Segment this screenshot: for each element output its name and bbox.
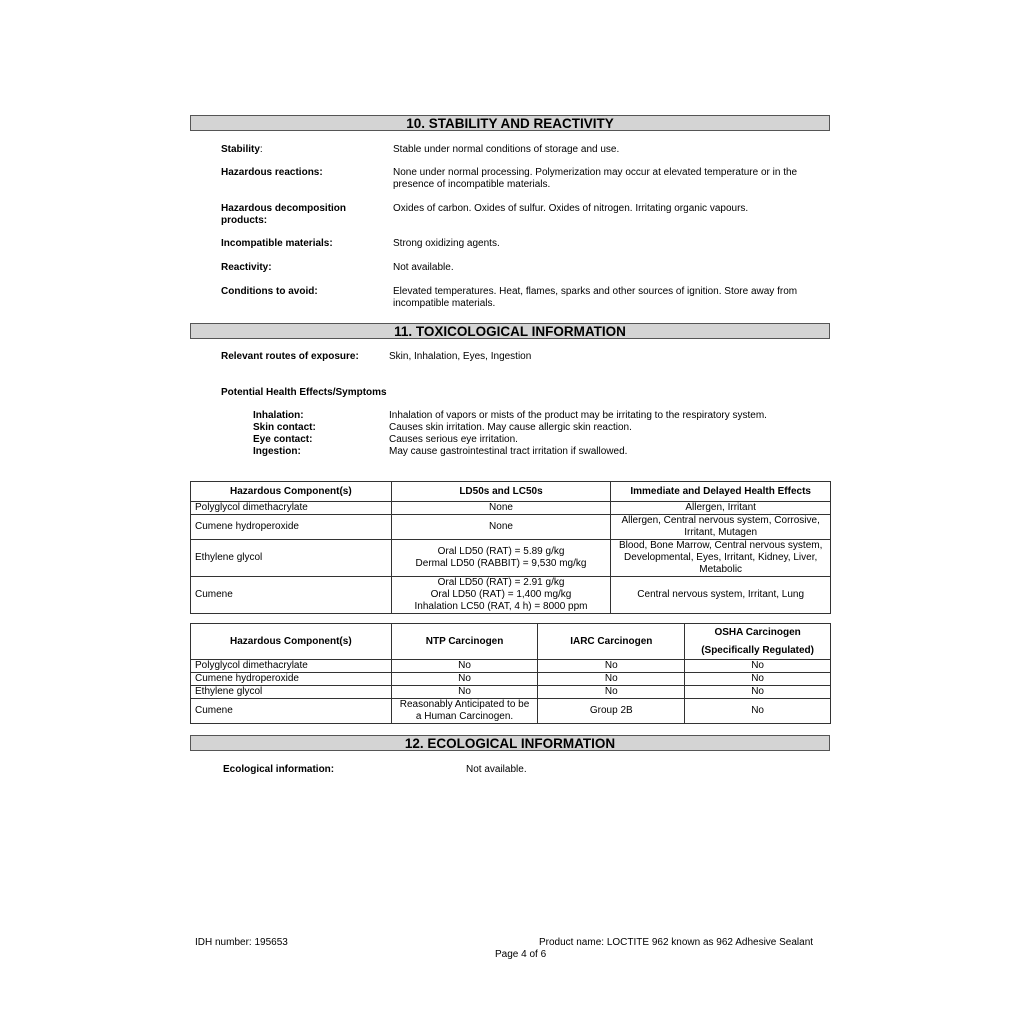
ld50-cell: None (391, 502, 611, 515)
hazardous-decomposition-value: Oxides of carbon. Oxides of sulfur. Oxides of nitrogen. Irritating organic vapours. (393, 203, 749, 214)
component-cell: Cumene (191, 699, 392, 724)
health-effects-cell: Central nervous system, Irritant, Lung (611, 577, 831, 614)
ingestion-label: Ingestion: (253, 446, 301, 457)
footer-product: Product name: LOCTITE 962 known as 962 Adhesive Sealant (539, 937, 814, 948)
ld50-cell: None (391, 515, 611, 540)
header-ntp: NTP Carcinogen (391, 624, 538, 660)
table-row (191, 660, 831, 673)
hazardous-reactions-value: None under normal processing. Polymerization may occur at elevated temperature or in the presence of incompatible materials. (393, 167, 798, 190)
ld50-table (190, 481, 831, 614)
hazardous-decomposition-label: Hazardous decomposition products: (221, 203, 347, 226)
health-effects-cell: Allergen, Central nervous system, Corrosive, Irritant, Mutagen (611, 515, 831, 540)
footer-page: Page 4 of 6 (495, 949, 547, 960)
component-cell: Ethylene glycol (191, 540, 392, 577)
inhalation-value: Inhalation of vapors or mists of the product may be irritating to the respiratory system. (389, 410, 767, 421)
header-component: Hazardous Component(s) (191, 624, 392, 660)
table-row (191, 540, 831, 577)
stability-label: Stability: (221, 144, 263, 155)
table-row (191, 502, 831, 515)
routes-value: Skin, Inhalation, Eyes, Ingestion (389, 351, 532, 362)
hazardous-reactions-label: Hazardous reactions: (221, 167, 323, 178)
eye-contact-label: Eye contact: (253, 434, 313, 445)
component-cell: Cumene (191, 577, 392, 614)
header-component: Hazardous Component(s) (191, 482, 392, 502)
component-cell: Polyglycol dimethacrylate (191, 502, 392, 515)
health-effects-cell: Blood, Bone Marrow, Central nervous system, Developmental, Eyes, Irritant, Kidney, Liver, Metabolic (611, 540, 831, 577)
ecological-value: Not available. (466, 764, 527, 775)
conditions-to-avoid-value: Elevated temperatures. Heat, flames, sparks and other sources of ignition. Store away from incompatible materials. (393, 286, 798, 309)
footer-idh: IDH number: 195653 (195, 937, 288, 948)
ingestion-value: May cause gastrointestinal tract irritation if swallowed. (389, 446, 628, 457)
table-row (191, 673, 831, 686)
osha-title: OSHA Carcinogen (714, 626, 801, 638)
component-cell: Polyglycol dimethacrylate (191, 660, 392, 673)
routes-label: Relevant routes of exposure: (221, 351, 359, 362)
component-cell: Cumene hydroperoxide (191, 673, 392, 686)
osha-subtitle: (Specifically Regulated) (701, 644, 814, 656)
iarc-cell: Group 2B (538, 699, 685, 724)
iarc-cell: No (538, 660, 685, 673)
osha-cell: No (685, 699, 831, 724)
section-11-heading: 11. TOXICOLOGICAL INFORMATION (190, 323, 830, 339)
ld50-cell: Oral LD50 (RAT) = 2.91 g/kg Oral LD50 (RAT) = 1,400 mg/kg Inhalation LC50 (RAT, 4 h) = 8000 ppm (391, 577, 611, 614)
table-header-row (191, 482, 831, 502)
eye-contact-value: Causes serious eye irritation. (389, 434, 518, 445)
table-row (191, 577, 831, 614)
ntp-cell: No (391, 686, 538, 699)
skin-contact-value: Causes skin irritation. May cause allergic skin reaction. (389, 422, 632, 433)
effects-heading: Potential Health Effects/Symptoms (221, 387, 387, 398)
ecological-label: Ecological information: (223, 764, 335, 775)
carcinogen-table (190, 623, 831, 724)
osha-cell: No (685, 673, 831, 686)
health-effects-cell: Allergen, Irritant (611, 502, 831, 515)
ld50-cell: Oral LD50 (RAT) = 5.89 g/kg Dermal LD50 (RABBIT) = 9,530 mg/kg (391, 540, 611, 577)
table-row (191, 515, 831, 540)
table-row (191, 699, 831, 724)
header-iarc: IARC Carcinogen (538, 624, 685, 660)
osha-cell: No (685, 660, 831, 673)
component-cell: Cumene hydroperoxide (191, 515, 392, 540)
header-osha (685, 624, 831, 660)
section-10-heading: 10. STABILITY AND REACTIVITY (190, 115, 830, 131)
skin-contact-label: Skin contact: (253, 422, 316, 433)
ntp-cell: Reasonably Anticipated to be a Human Carcinogen. (391, 699, 538, 724)
table-header-row (191, 624, 831, 660)
header-ld50: LD50s and LC50s (391, 482, 611, 502)
incompatible-materials-label: Incompatible materials: (221, 238, 333, 249)
ntp-cell: No (391, 660, 538, 673)
iarc-cell: No (538, 686, 685, 699)
osha-cell: No (685, 686, 831, 699)
ntp-cell: No (391, 673, 538, 686)
inhalation-label: Inhalation: (253, 410, 304, 421)
iarc-cell: No (538, 673, 685, 686)
table-row (191, 686, 831, 699)
header-health-effects: Immediate and Delayed Health Effects (611, 482, 831, 502)
stability-value: Stable under normal conditions of storage and use. (393, 144, 620, 155)
section-12-heading: 12. ECOLOGICAL INFORMATION (190, 735, 830, 751)
reactivity-value: Not available. (393, 262, 454, 273)
conditions-to-avoid-label: Conditions to avoid: (221, 286, 318, 297)
reactivity-label: Reactivity: (221, 262, 272, 273)
incompatible-materials-value: Strong oxidizing agents. (393, 238, 500, 249)
component-cell: Ethylene glycol (191, 686, 392, 699)
